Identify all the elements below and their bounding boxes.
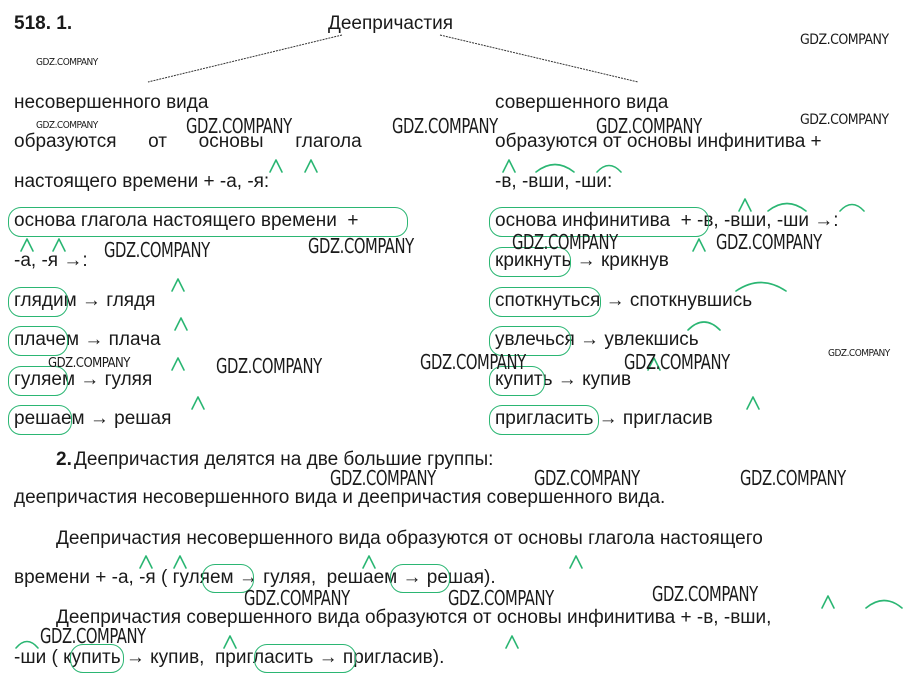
watermark: GDZ.COMPANY xyxy=(216,354,322,378)
part-2-number: 2. xyxy=(56,449,72,470)
suffix-mark-v-1 xyxy=(503,160,515,172)
right-rule-line-2: -в, -вши, -ши: xyxy=(495,171,613,192)
paragraph-perfective-1: Деепричастия совершенного вида образуются от основы инфинитива + -в, -вши, xyxy=(56,607,772,628)
suffix-mark-a-1 xyxy=(270,160,282,172)
suffix-mark-uvlekshis xyxy=(688,322,720,330)
watermark: GDZ.COMPANY xyxy=(104,238,210,262)
left-example-4: решаем → решая xyxy=(14,408,172,429)
watermark: GDZ.COMPANY xyxy=(244,586,350,610)
watermark: GDZ.COMPANY xyxy=(36,57,98,68)
part-2-text-2: деепричастия несовершенного вида и деепричастия совершенного вида. xyxy=(14,487,666,508)
suffix-mark-vshi-1 xyxy=(536,165,574,173)
suffix-mark-v-3 xyxy=(822,596,834,608)
left-rule-line-2: настоящего времени + -а, -я: xyxy=(14,171,270,192)
suffix-mark-v-2 xyxy=(739,199,751,211)
suffix-mark-ja-2 xyxy=(53,239,65,251)
suffix-mark-vshi-3 xyxy=(866,601,902,609)
left-example-3: гуляем → гуляя xyxy=(14,369,153,390)
suffix-mark-vshi-2 xyxy=(768,204,806,212)
watermark: GDZ.COMPANY xyxy=(512,230,618,254)
suffix-mark-ja-1 xyxy=(305,160,317,172)
watermark: GDZ.COMPANY xyxy=(740,466,846,490)
suffix-mark-spotknuvshis xyxy=(736,283,786,292)
suffix-mark-gljadja xyxy=(172,279,184,291)
watermark: GDZ.COMPANY xyxy=(308,234,414,258)
watermark: GDZ.COMPANY xyxy=(36,120,98,131)
left-example-2: плачем → плача xyxy=(14,329,161,350)
watermark: GDZ.COMPANY xyxy=(330,466,436,490)
left-heading: несовершенного вида xyxy=(14,92,209,113)
suffix-mark-shi-3 xyxy=(16,642,38,649)
watermark: GDZ.COMPANY xyxy=(624,350,730,374)
diagram-title: Деепричастия xyxy=(328,13,454,34)
suffix-mark-a-2 xyxy=(21,239,33,251)
part-2-text-1: Деепричастия делятся на две большие группы: xyxy=(74,449,494,470)
suffix-mark-kupiv-inline xyxy=(224,636,236,648)
right-example-2: споткнуться → споткнувшись xyxy=(495,290,753,311)
watermark: GDZ.COMPANY xyxy=(800,32,889,48)
paragraph-perfective-2: -ши ( купить → купив, пригласить → пригласив). xyxy=(14,647,445,668)
exercise-number: 518. 1. xyxy=(14,13,73,34)
branch-line-right xyxy=(440,35,638,82)
left-example-1: глядим → глядя xyxy=(14,290,156,311)
suffix-mark-priglasiv xyxy=(747,397,759,409)
watermark: GDZ.COMPANY xyxy=(716,230,822,254)
left-formula: основа глагола настоящего времени + xyxy=(14,210,359,231)
watermark: GDZ.COMPANY xyxy=(392,114,498,138)
watermark: GDZ.COMPANY xyxy=(40,624,146,648)
right-formula: основа инфинитива + -в, -вши, -ши →: xyxy=(495,210,839,231)
right-example-5: пригласить → пригласив xyxy=(495,408,713,429)
watermark: GDZ.COMPANY xyxy=(48,356,130,371)
right-example-4: купить → купив xyxy=(495,369,632,390)
right-example-3: увлечься → увлекшись xyxy=(495,329,699,350)
watermark: GDZ.COMPANY xyxy=(596,114,702,138)
suffix-mark-shi-1 xyxy=(597,166,621,173)
watermark: GDZ.COMPANY xyxy=(652,582,758,606)
watermark: GDZ.COMPANY xyxy=(186,114,292,138)
suffix-mark-ja-3 xyxy=(174,556,186,568)
suffix-mark-guljaja-inline xyxy=(363,556,375,568)
left-formula-ending: -а, -я →: xyxy=(14,250,88,271)
paragraph-imperfective-1: Деепричастия несовершенного вида образуются от основы глагола настоящего xyxy=(56,528,763,549)
suffix-mark-placha xyxy=(175,318,187,330)
right-rule-line-1: образуются от основы инфинитива + xyxy=(495,131,822,152)
watermark: GDZ.COMPANY xyxy=(800,112,889,128)
suffix-mark-kriknuv xyxy=(693,239,705,251)
right-heading: совершенного вида xyxy=(495,92,669,113)
left-rule-line-1: образуются от основы глагола xyxy=(14,131,362,152)
suffix-mark-priglasiv-inline xyxy=(506,636,518,648)
watermark: GDZ.COMPANY xyxy=(448,586,554,610)
suffix-mark-reshaja-inline xyxy=(570,556,582,568)
suffix-mark-shi-2 xyxy=(840,205,864,212)
right-example-1: крикнуть → крикнув xyxy=(495,250,669,271)
suffix-mark-guljaja xyxy=(172,358,184,370)
watermark: GDZ.COMPANY xyxy=(420,350,526,374)
suffix-mark-a-3 xyxy=(140,556,152,568)
paragraph-imperfective-2: времени + -а, -я ( гуляем → гуляя, решаем → решая). xyxy=(14,567,496,588)
suffix-mark-reshaja xyxy=(192,397,204,409)
watermark: GDZ.COMPANY xyxy=(828,348,890,359)
watermark: GDZ.COMPANY xyxy=(534,466,640,490)
branch-line-left xyxy=(148,35,342,82)
